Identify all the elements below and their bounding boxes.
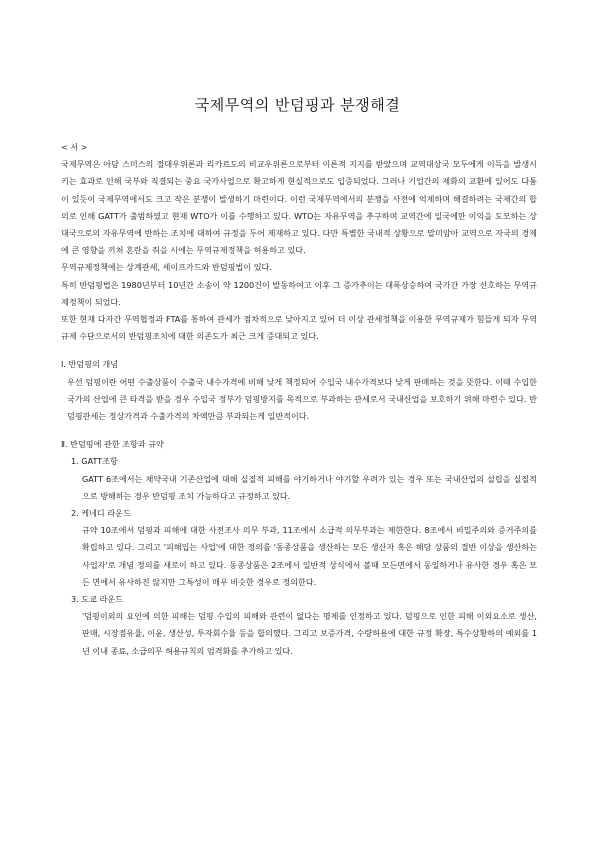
subsection-gatt-text: GATT 6조에서는 체약국내 기존산업에 대해 실질적 피해를 야기하거나 야기할 우려가 있는 경우 또는 국내산업의 설립을 실질적으로 방해하는 경우 반덤핑 조치 가능하다고 규정하고 있다.	[82, 473, 537, 501]
subsection-gatt-heading: 1. GATT조항	[71, 456, 118, 467]
subsection-tokyo-heading: 3. 도쿄 라운드	[71, 594, 123, 605]
subsection-tokyo-text: '덤핑이외의 요인에 의한 피해는 덤핑 수입의 피해와 관련이 없다는 명제를 인정하고 있다. 덤핑으로 인한 피해 이외요소로 생산, 판매, 시장점유율, 이윤, 생산성, 투자회수율 등을 합의했다. 그리고 보증가격, 수량허용에 대한 규정 확장, 특수상황하의 예외를 1년 이내 종료, 소급의무 허용규칙의 엄격화를 추가하고 있다.	[82, 611, 537, 656]
section-2-heading: Ⅱ. 반덤핑에 관한 조항과 규약	[61, 439, 164, 450]
intro-paragraph-1: 국제무역은 아담 스미스의 절대우위론과 리카르도의 비교우위론으로부터 이론적 지지를 받았으며 교역대상국 모두에게 이득을 발생시키는 효과로 인해 국부와 직결되는 중요 국가사업으로 확고하게 현실적으로도 입증되었다. 그러나 기업간의 제화의 교환에 있어도 다툼이 있듯이 국제무역에서도 크고 작은 분쟁이 발생하기 마련이다. 이런 국제무역에서의 분쟁을 사전에 억제하며 해결하려는 국제간의 합의로 인해 GATT가 출범하였고 현재 WTO가 이를 수행하고 있다. WTO는 자유무역을 추구하며 교역간에 일국에만 이익을 도모하는 상대국으로의 자유무역에 반하는 조치에 대하여 규정을 두어 제재하고 있다. 다만 특별한 국내적 상황으로 말미암아 교역으로 자국의 경제에 큰 영향을 끼쳐 혼란을 줘을 시에는 무역규제정책을 허용하고 있다.	[61, 159, 537, 256]
section-1-heading: Ⅰ. 반덤핑의 개념	[61, 359, 119, 370]
intro-paragraph-4: 또한 현재 다자간 무역협정과 FTA를 통하여 관세가 점차적으로 낮아지고 있어 더 이상 관세정책을 이용한 무역규제가 힘들게 되자 무역규제 수단으로서의 반덤핑조치에 대한 의존도가 최근 크게 증대되고 있다.	[61, 314, 537, 342]
document-title: 국제무역의 반덤핑과 분쟁해결	[194, 96, 401, 114]
subsection-kennedy-heading: 2. 케네디 라운드	[71, 508, 131, 519]
section-1-text: 우선 덤핑이란 어떤 수출상품이 수출국 내수가격에 비해 낮게 책정되어 수입국 내수가격보다 낮게 판매하는 것을 뜻한다. 이때 수입한 국가의 산업에 큰 타격을 받을 경우 수입국 정부가 덤핑방지를 목적으로 부과하는 관세로서 국내산업을 보호하기 위해 마련수 있다. 반덤핑관세는 정상가격과 수출가격의 차액만큼 부과되는게 일반적이다.	[67, 376, 537, 422]
intro-heading: < 서 >	[61, 142, 88, 152]
intro-paragraph-3: 특히 반덤핑법은 1980년부터 10년간 소송이 약 1200건이 발동하여고 이후 그 증가추이는 대폭상승하여 국가간 가장 선호하는 무역규제정책이 되었다.	[61, 279, 537, 307]
intro-paragraph-2: 무역규제정책에는 상계관세, 세이프가드와 반덤핑법이 있다.	[61, 262, 272, 273]
subsection-kennedy-text: 규약 10조에서 덤핑과 피해에 대한 사전조사 의무 부과, 11조에서 소급적 의무부과는 제한한다. 8조에서 비밀주의와 증거주의를 확립하고 있다. 그리고 '피해입는 사업'에 대한 정의를 '동종상품을 생산하는 모든 생산자 혹은 해당 상품의 절반 이상을 생산하는 사업자'로 개념 정의를 새로이 하고 있다. 동종상품은 2조에서 일반적 상식에서 볼때 모든면에서 동일하거나 유사한 경우 혹은 모든 면에서 유사하진 않지만 그특성이 매우 비슷한 경우로 정의한다.	[82, 525, 537, 587]
document-body	[61, 139, 537, 660]
